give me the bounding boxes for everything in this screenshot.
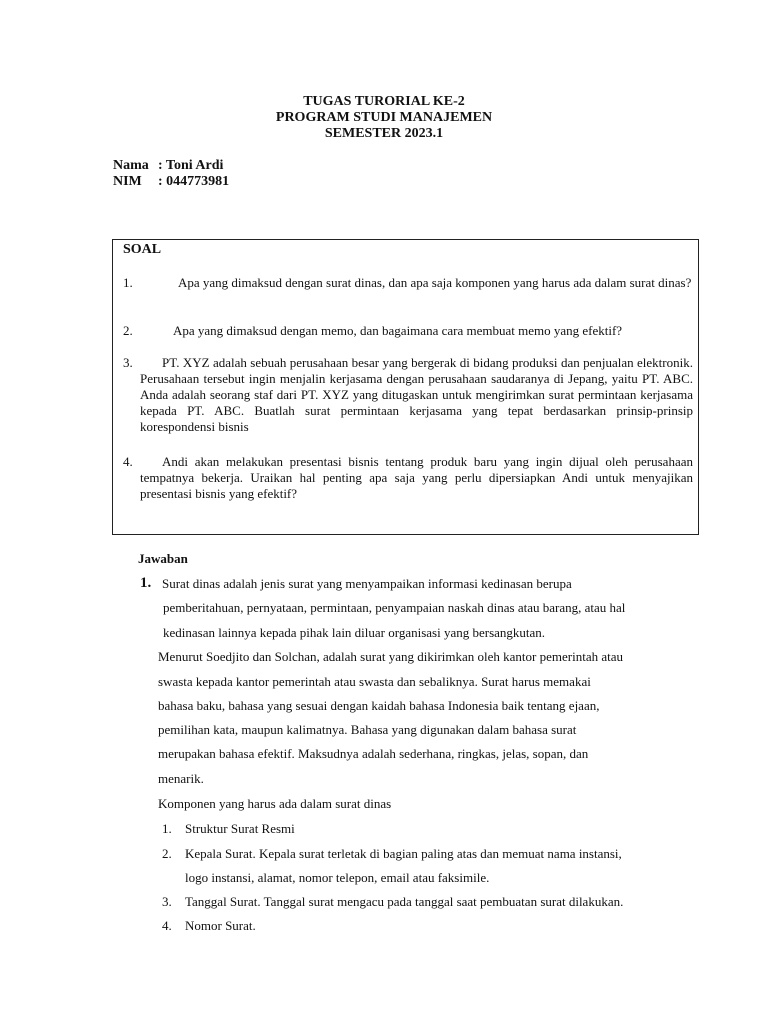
answer-line: bahasa baku, bahasa yang sesuai dengan kaidah bahasa Indonesia baik tentang ejaan, bbox=[158, 698, 600, 713]
list-number: 1. bbox=[162, 821, 172, 836]
list-item: Kepala Surat. Kepala surat terletak di bagian paling atas dan memuat nama instansi, bbox=[185, 846, 622, 861]
answer-line: pemberitahuan, pernyataan, permintaan, penyampaian naskah dinas atau barang, atau hal bbox=[163, 600, 626, 615]
name-value: : Toni Ardi bbox=[158, 158, 224, 173]
answer-line: merupakan bahasa efektif. Maksudnya adalah sederhana, ringkas, jelas, sopan, dan bbox=[158, 746, 589, 761]
list-item-continuation: logo instansi, alamat, nomor telepon, email atau faksimile. bbox=[185, 870, 490, 885]
list-number: 2. bbox=[162, 846, 172, 861]
question-number: 3. bbox=[123, 355, 133, 370]
question-text: Apa yang dimaksud dengan memo, dan bagaimana cara membuat memo yang efektif? bbox=[173, 323, 623, 338]
answer-line: Menurut Soedjito dan Solchan, adalah surat yang dikirimkan oleh kantor pemerintah atau bbox=[158, 649, 623, 664]
answer-line: swasta kepada kantor pemerintah atau swasta dan sebaliknya. Surat harus memakai bbox=[158, 674, 591, 689]
question-text: PT. XYZ adalah sebuah perusahaan besar yang bergerak di bidang produksi dan penjualan elektronik. Perusahaan tersebut ingin menjalin kerjasama dengan perusahaan saudaranya di Jepang, yaitu PT. ABC. Anda adalah seorang staf dari PT. XYZ yang ditugaskan untuk mengirimkan surat permintaan kerjasama kepada PT. ABC. Buatlah surat permintaan kerjasama yang tepat berdasarkan prinsip-prinsip korespondensi bisnis bbox=[140, 355, 693, 434]
header-title: TUGAS TURORIAL KE-2 bbox=[303, 94, 465, 109]
nim-value: : 044773981 bbox=[158, 174, 230, 189]
list-item: Nomor Surat. bbox=[185, 918, 256, 933]
question-number: 4. bbox=[123, 454, 133, 469]
question-number: 1. bbox=[123, 275, 133, 290]
name-label: Nama bbox=[113, 158, 149, 173]
list-item: Struktur Surat Resmi bbox=[185, 821, 295, 836]
answer-line: Surat dinas adalah jenis surat yang menyampaikan informasi kedinasan berupa bbox=[162, 576, 572, 591]
question-number: 2. bbox=[123, 323, 133, 338]
question-text: Andi akan melakukan presentasi bisnis tentang produk baru yang ingin dijual oleh perusahaan tempatnya bekerja. Uraikan hal penting apa saja yang perlu dipersiapkan Andi untuk menyajikan presentasi bisnis yang efektif? bbox=[140, 454, 693, 501]
header-semester: SEMESTER 2023.1 bbox=[324, 126, 444, 141]
question-text: Apa yang dimaksud dengan surat dinas, dan apa saja komponen yang harus ada dalam surat dinas? bbox=[178, 275, 692, 290]
header-program: PROGRAM STUDI MANAJEMEN bbox=[275, 110, 493, 125]
list-number: 3. bbox=[162, 894, 172, 909]
nim-label: NIM bbox=[113, 174, 142, 189]
soal-title: SOAL bbox=[123, 242, 162, 257]
answer-line: Komponen yang harus ada dalam surat dinas bbox=[158, 796, 392, 811]
answer-line: kedinasan lainnya kepada pihak lain diluar organisasi yang bersangkutan. bbox=[163, 625, 546, 640]
answer-line: pemilihan kata, maupun kalimatnya. Bahasa yang digunakan dalam bahasa surat bbox=[158, 722, 577, 737]
answer-number: 1. bbox=[140, 575, 152, 591]
answer-title: Jawaban bbox=[138, 551, 188, 566]
answer-line: menarik. bbox=[158, 771, 204, 786]
list-number: 4. bbox=[162, 918, 172, 933]
list-item: Tanggal Surat. Tanggal surat mengacu pada tanggal saat pembuatan surat dilakukan. bbox=[185, 894, 624, 909]
